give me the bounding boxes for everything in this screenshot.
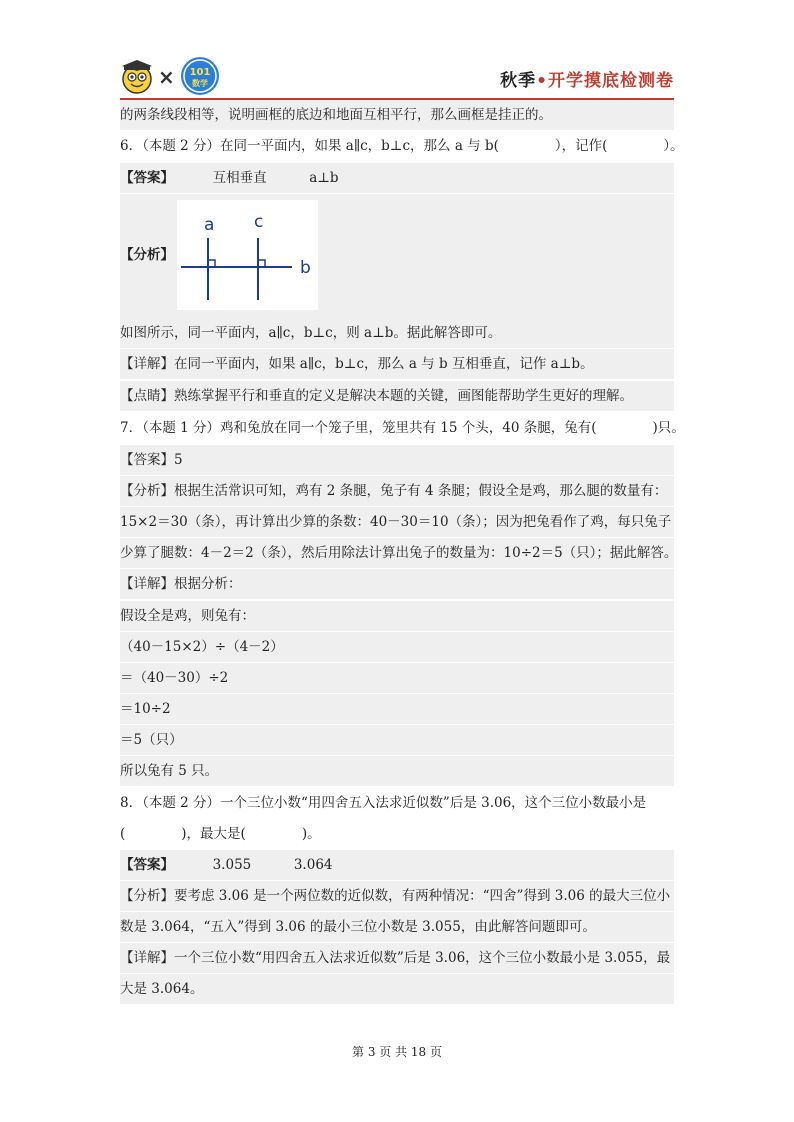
question-6 [120, 131, 684, 161]
answer-line [120, 850, 674, 880]
question-8-cont [120, 819, 674, 849]
answer-label: 【答案】 [120, 170, 174, 186]
page-header [120, 56, 674, 100]
label-a: a [204, 215, 215, 235]
question-8-text: ( [120, 826, 126, 842]
label-c: c [254, 212, 264, 232]
page-footer: 第 3 页 共 18 页 [352, 1045, 442, 1059]
answer-line: 【答案】5 [120, 445, 674, 475]
header-title-exam: 开学摸底检测卷 [548, 71, 674, 91]
detail-line: 【详解】在同一平面内，如果 a∥c，b⊥c，那么 a 与 b 互相垂直，记作 a⊥b。 [120, 349, 674, 379]
logo-times-sign: × [158, 65, 175, 89]
analysis-line: 【分析】要考虑 3.06 是一个两位数的近似数，有两种情况：“四舍”得到 3.06 的最大三位小 [120, 881, 674, 911]
header-title-season: 秋季 [500, 71, 537, 91]
detail-line: 假设全是鸡，则兔有： [120, 601, 674, 631]
answer-line [120, 163, 674, 193]
logo-101-text: 101 [189, 67, 211, 78]
perpendicular-lines-figure [177, 200, 318, 310]
answer-value-1: 互相垂直 [212, 170, 267, 186]
header-title [500, 66, 674, 91]
question-7-text: 7．（本题 1 分）鸡和兔放在同一个笼子里，笼里共有 15 个头，40 条腿，兔有( [120, 420, 597, 436]
label-b: b [300, 258, 311, 278]
question-8: 8．（本题 2 分）一个三位小数“用四舍五入法求近似数”后是 3.06，这个三位小数最小是 [120, 795, 647, 811]
conclusion-line: 所以兔有 5 只。 [120, 756, 674, 786]
detail-line: 【详解】一个三位小数“用四舍五入法求近似数”后是 3.06，这个三位小数最小是 3.055，最 [120, 943, 674, 973]
detail-line: 【详解】根据分析： [120, 569, 674, 599]
text-line: 的两条线段相等，说明画框的底边和地面互相平行，那么画框是挂正的。 [120, 100, 674, 130]
analysis-label: 【分析】 [120, 247, 174, 263]
remark-line: 【点睛】熟练掌握平行和垂直的定义是解决本题的关键，画图能帮助学生更好的理解。 [120, 381, 674, 411]
question-7 [120, 413, 685, 443]
smiley-logo-icon [120, 60, 154, 94]
answer-value-2: 3.064 [293, 857, 333, 873]
header-title-dot: • [536, 71, 548, 91]
analysis-line: 数是 3.064，“五入”得到 3.06 的最小三位小数是 3.055，由此解答问题即可。 [120, 912, 674, 942]
question-6-text: 6．（本题 2 分）在同一平面内，如果 a∥c，b⊥c，那么 a 与 b( [120, 138, 499, 154]
answer-label: 【答案】 [120, 857, 174, 873]
analysis-text: 如图所示，同一平面内，a∥c，b⊥c，则 a⊥b。据此解答即可。 [120, 318, 674, 348]
analysis-line: 【分析】根据生活常识可知，鸡有 2 条腿，兔子有 4 条腿；假设全是鸡，那么腿的数量有： [120, 476, 674, 506]
question-8-text-3: )。 [301, 826, 321, 842]
equation-line: （40－15×2）÷（4－2） [120, 632, 674, 662]
answer-value-1: 3.055 [212, 857, 252, 873]
question-6-text-3: ）。 [663, 138, 684, 154]
equation-line: ＝10÷2 [120, 694, 674, 724]
math-101-logo-icon [180, 56, 220, 96]
right-angle-mark-a [208, 260, 215, 267]
question-7-text-2: )只。 [652, 420, 685, 436]
equation-line: ＝（40－30）÷2 [120, 663, 674, 693]
analysis-line: 15×2＝30（条），再计算出少算的条数：40－30＝10（条）；因为把兔看作了鸡，每只兔子 [120, 507, 674, 537]
detail-line: 大是 3.064。 [120, 974, 674, 1004]
equation-line: ＝5（只） [120, 725, 674, 755]
analysis-line: 少算了腿数：4－2＝2（条），然后用除法计算出兔子的数量为：10÷2＝5（只）；据此解答。 [120, 538, 674, 568]
question-8-text-2: )，最大是( [181, 826, 246, 842]
answer-value-2: a⊥b [309, 170, 339, 186]
right-angle-mark-c [258, 260, 265, 267]
question-6-text-2: ），记作( [554, 138, 608, 154]
logo-math-text: 数学 [192, 79, 208, 88]
